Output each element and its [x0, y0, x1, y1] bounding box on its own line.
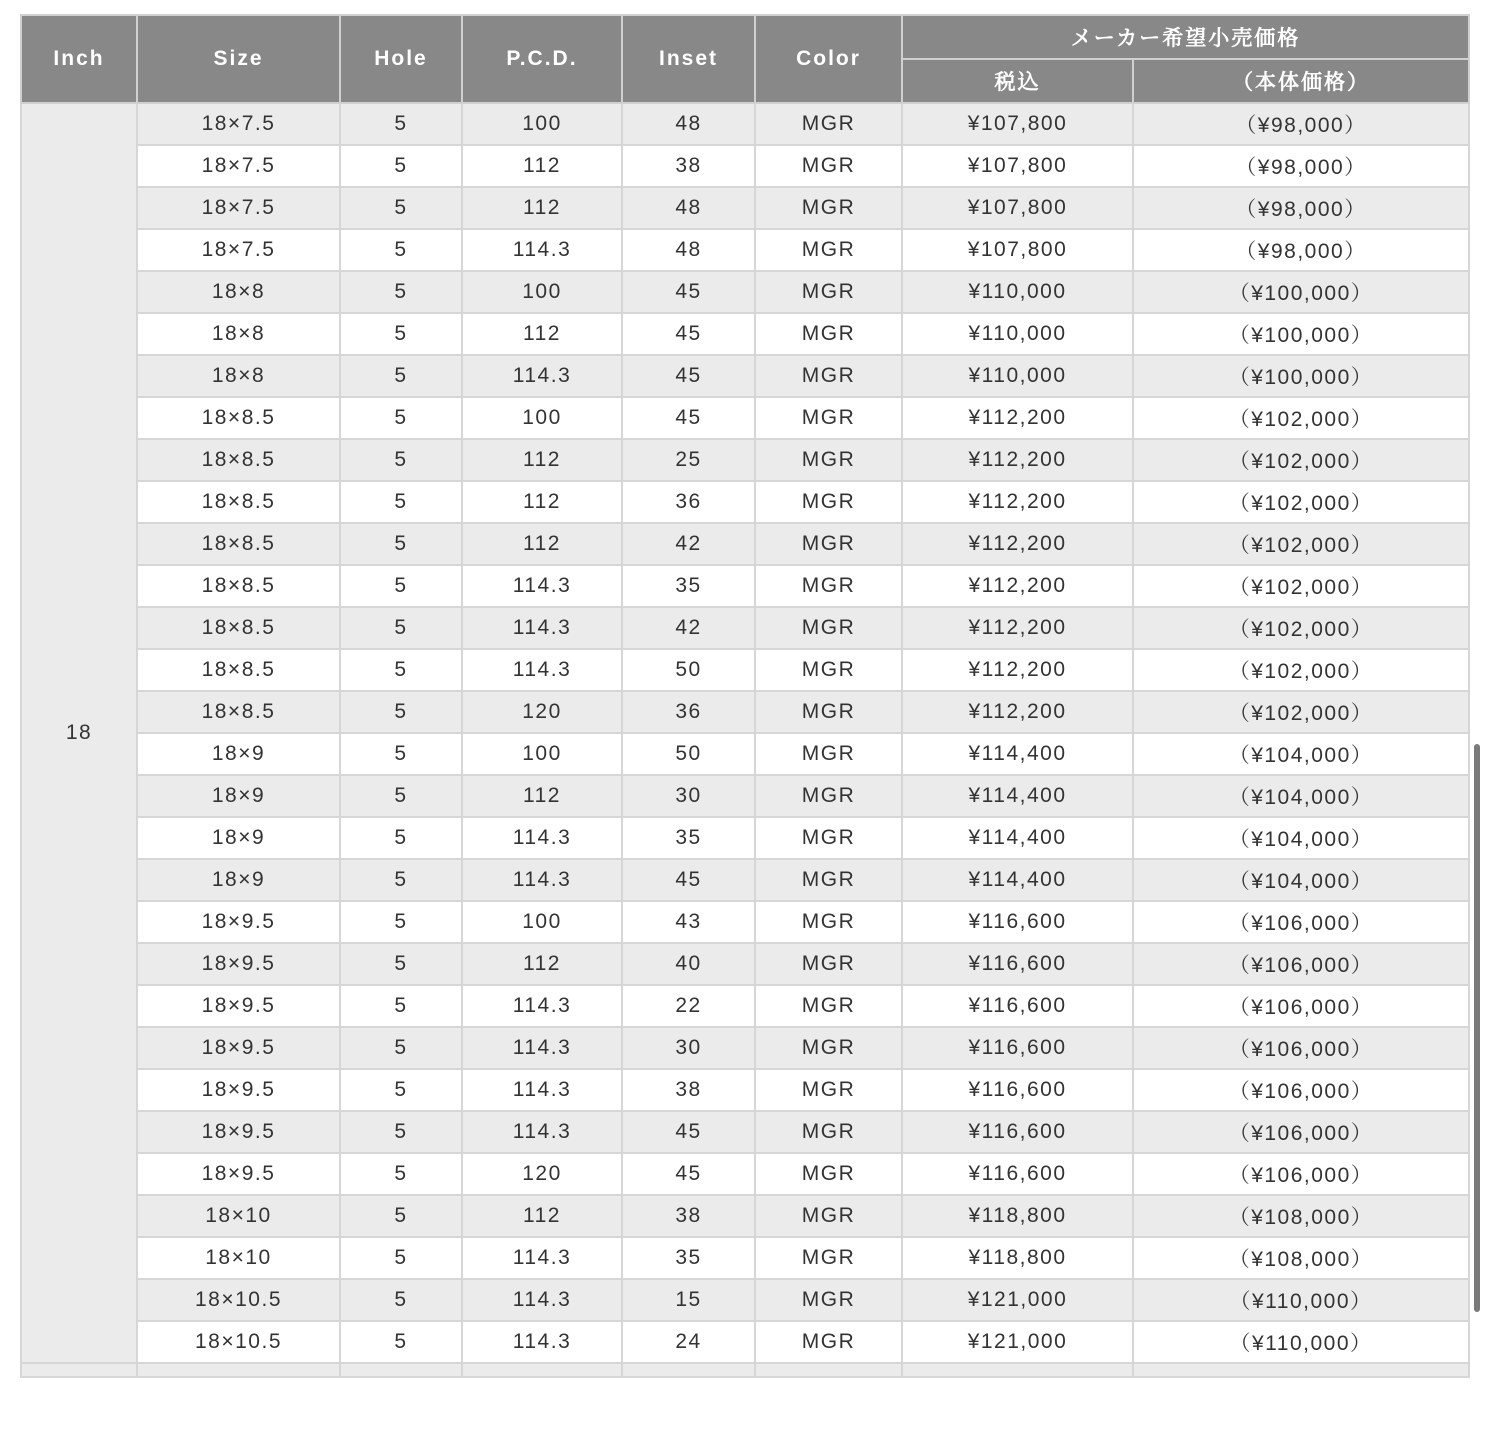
table-row: [21, 775, 1469, 817]
price-tax-included-cell: ¥116,600: [902, 985, 1133, 1027]
size-cell: 18×8.5: [137, 523, 340, 565]
table-row: [21, 1111, 1469, 1153]
hole-cell: 5: [340, 943, 462, 985]
pcd-cell: 114.3: [462, 1279, 622, 1321]
header-size: Size: [137, 15, 340, 103]
hole-cell: 5: [340, 145, 462, 187]
inset-cell: 36: [622, 691, 755, 733]
pcd-cell: 112: [462, 481, 622, 523]
price-tax-included-cell: ¥114,400: [902, 733, 1133, 775]
table-row: [21, 943, 1469, 985]
pcd-cell: 114.3: [462, 649, 622, 691]
base-price-cell: （¥102,000）: [1133, 565, 1469, 607]
color-cell: MGR: [755, 1321, 902, 1363]
hole-cell: 5: [340, 733, 462, 775]
pcd-cell: 114.3: [462, 1237, 622, 1279]
inset-cell: 22: [622, 985, 755, 1027]
table-cell-partial: [1133, 1363, 1469, 1377]
color-cell: MGR: [755, 313, 902, 355]
size-cell: 18×9.5: [137, 985, 340, 1027]
color-cell: MGR: [755, 565, 902, 607]
size-cell: 18×8.5: [137, 481, 340, 523]
pcd-cell: 112: [462, 187, 622, 229]
color-cell: MGR: [755, 229, 902, 271]
inset-cell: 50: [622, 733, 755, 775]
base-price-cell: （¥104,000）: [1133, 775, 1469, 817]
table-row: [21, 397, 1469, 439]
size-cell: 18×8: [137, 313, 340, 355]
table-row: [21, 1153, 1469, 1195]
table-row: [21, 607, 1469, 649]
table-row: [21, 649, 1469, 691]
base-price-cell: （¥98,000）: [1133, 103, 1469, 145]
base-price-cell: （¥98,000）: [1133, 145, 1469, 187]
table-row: [21, 1069, 1469, 1111]
table-cell-partial: [340, 1363, 462, 1377]
base-price-cell: （¥106,000）: [1133, 1069, 1469, 1111]
color-cell: MGR: [755, 355, 902, 397]
inset-cell: 45: [622, 355, 755, 397]
header-price-group: メーカー希望小売価格: [902, 15, 1469, 59]
hole-cell: 5: [340, 1237, 462, 1279]
size-cell: 18×8: [137, 355, 340, 397]
price-tax-included-cell: ¥116,600: [902, 1153, 1133, 1195]
base-price-cell: （¥98,000）: [1133, 187, 1469, 229]
price-tax-included-cell: ¥114,400: [902, 859, 1133, 901]
hole-cell: 5: [340, 397, 462, 439]
inset-cell: 45: [622, 397, 755, 439]
header-inset: Inset: [622, 15, 755, 103]
pcd-cell: 114.3: [462, 1027, 622, 1069]
size-cell: 18×9.5: [137, 1027, 340, 1069]
pcd-cell: 112: [462, 145, 622, 187]
hole-cell: 5: [340, 229, 462, 271]
table-row: [21, 187, 1469, 229]
header-base-price: （本体価格）: [1133, 59, 1469, 103]
price-tax-included-cell: ¥118,800: [902, 1237, 1133, 1279]
hole-cell: 5: [340, 901, 462, 943]
inset-cell: 40: [622, 943, 755, 985]
inset-cell: 45: [622, 1153, 755, 1195]
hole-cell: 5: [340, 1111, 462, 1153]
size-cell: 18×8.5: [137, 565, 340, 607]
table-header: [21, 15, 1469, 103]
size-cell: 18×9.5: [137, 943, 340, 985]
table-row: [21, 439, 1469, 481]
color-cell: MGR: [755, 943, 902, 985]
color-cell: MGR: [755, 901, 902, 943]
pcd-cell: 120: [462, 691, 622, 733]
price-tax-included-cell: ¥116,600: [902, 943, 1133, 985]
color-cell: MGR: [755, 1237, 902, 1279]
size-cell: 18×7.5: [137, 145, 340, 187]
table-row: [21, 817, 1469, 859]
hole-cell: 5: [340, 565, 462, 607]
hole-cell: 5: [340, 271, 462, 313]
spec-table-container: [20, 14, 1468, 1378]
inset-cell: 42: [622, 523, 755, 565]
inset-cell: 45: [622, 1111, 755, 1153]
base-price-cell: （¥106,000）: [1133, 985, 1469, 1027]
hole-cell: 5: [340, 985, 462, 1027]
color-cell: MGR: [755, 481, 902, 523]
base-price-cell: （¥100,000）: [1133, 313, 1469, 355]
color-cell: MGR: [755, 1111, 902, 1153]
pcd-cell: 114.3: [462, 859, 622, 901]
price-tax-included-cell: ¥112,200: [902, 691, 1133, 733]
inch-cell: 18: [21, 103, 137, 1363]
pcd-cell: 100: [462, 271, 622, 313]
inset-cell: 48: [622, 187, 755, 229]
color-cell: MGR: [755, 271, 902, 313]
size-cell: 18×8.5: [137, 397, 340, 439]
size-cell: 18×9: [137, 775, 340, 817]
hole-cell: 5: [340, 1153, 462, 1195]
base-price-cell: （¥102,000）: [1133, 691, 1469, 733]
color-cell: MGR: [755, 145, 902, 187]
price-tax-included-cell: ¥116,600: [902, 901, 1133, 943]
pcd-cell: 112: [462, 439, 622, 481]
base-price-cell: （¥104,000）: [1133, 859, 1469, 901]
table-row: [21, 523, 1469, 565]
hole-cell: 5: [340, 775, 462, 817]
hole-cell: 5: [340, 1027, 462, 1069]
table-row: [21, 901, 1469, 943]
table-row: [21, 481, 1469, 523]
base-price-cell: （¥110,000）: [1133, 1279, 1469, 1321]
size-cell: 18×10: [137, 1237, 340, 1279]
inset-cell: 15: [622, 1279, 755, 1321]
price-tax-included-cell: ¥112,200: [902, 481, 1133, 523]
vertical-scrollbar[interactable]: [1474, 744, 1480, 1312]
price-tax-included-cell: ¥116,600: [902, 1111, 1133, 1153]
size-cell: 18×8.5: [137, 691, 340, 733]
price-tax-included-cell: ¥118,800: [902, 1195, 1133, 1237]
inset-cell: 38: [622, 145, 755, 187]
pcd-cell: 112: [462, 943, 622, 985]
base-price-cell: （¥102,000）: [1133, 523, 1469, 565]
hole-cell: 5: [340, 607, 462, 649]
table-row: [21, 229, 1469, 271]
size-cell: 18×9: [137, 733, 340, 775]
base-price-cell: （¥100,000）: [1133, 271, 1469, 313]
hole-cell: 5: [340, 1321, 462, 1363]
pcd-cell: 100: [462, 901, 622, 943]
table-row: [21, 1195, 1469, 1237]
base-price-cell: （¥100,000）: [1133, 355, 1469, 397]
hole-cell: 5: [340, 481, 462, 523]
base-price-cell: （¥102,000）: [1133, 397, 1469, 439]
size-cell: 18×9: [137, 859, 340, 901]
table-row: [21, 103, 1469, 145]
color-cell: MGR: [755, 859, 902, 901]
base-price-cell: （¥102,000）: [1133, 607, 1469, 649]
price-tax-included-cell: ¥107,800: [902, 103, 1133, 145]
price-tax-included-cell: ¥114,400: [902, 817, 1133, 859]
table-cell-partial: [622, 1363, 755, 1377]
pcd-cell: 114.3: [462, 817, 622, 859]
size-cell: 18×8: [137, 271, 340, 313]
size-cell: 18×9.5: [137, 1069, 340, 1111]
table-cell-partial: [137, 1363, 340, 1377]
table-row: [21, 691, 1469, 733]
hole-cell: 5: [340, 649, 462, 691]
table-row: [21, 1321, 1469, 1363]
base-price-cell: （¥106,000）: [1133, 1111, 1469, 1153]
hole-cell: 5: [340, 691, 462, 733]
pcd-cell: 112: [462, 1195, 622, 1237]
base-price-cell: （¥106,000）: [1133, 943, 1469, 985]
color-cell: MGR: [755, 817, 902, 859]
inset-cell: 48: [622, 229, 755, 271]
header-tax-included: 税込: [902, 59, 1133, 103]
header-pcd: P.C.D.: [462, 15, 622, 103]
price-tax-included-cell: ¥110,000: [902, 271, 1133, 313]
pcd-cell: 112: [462, 775, 622, 817]
base-price-cell: （¥104,000）: [1133, 817, 1469, 859]
inset-cell: 45: [622, 859, 755, 901]
table-row: [21, 859, 1469, 901]
price-tax-included-cell: ¥112,200: [902, 397, 1133, 439]
price-tax-included-cell: ¥116,600: [902, 1069, 1133, 1111]
pcd-cell: 114.3: [462, 607, 622, 649]
price-tax-included-cell: ¥107,800: [902, 187, 1133, 229]
price-tax-included-cell: ¥112,200: [902, 565, 1133, 607]
color-cell: MGR: [755, 1195, 902, 1237]
size-cell: 18×10.5: [137, 1279, 340, 1321]
color-cell: MGR: [755, 733, 902, 775]
pcd-cell: 100: [462, 397, 622, 439]
color-cell: MGR: [755, 775, 902, 817]
size-cell: 18×9: [137, 817, 340, 859]
color-cell: MGR: [755, 649, 902, 691]
price-tax-included-cell: ¥112,200: [902, 607, 1133, 649]
inset-cell: 35: [622, 1237, 755, 1279]
table-row: [21, 1027, 1469, 1069]
table-row: [21, 1279, 1469, 1321]
base-price-cell: （¥102,000）: [1133, 481, 1469, 523]
color-cell: MGR: [755, 103, 902, 145]
inset-cell: 38: [622, 1195, 755, 1237]
pcd-cell: 114.3: [462, 355, 622, 397]
color-cell: MGR: [755, 607, 902, 649]
hole-cell: 5: [340, 187, 462, 229]
inset-cell: 43: [622, 901, 755, 943]
header-color: Color: [755, 15, 902, 103]
table-row: [21, 985, 1469, 1027]
color-cell: MGR: [755, 1027, 902, 1069]
table-cell-partial: [902, 1363, 1133, 1377]
hole-cell: 5: [340, 1195, 462, 1237]
base-price-cell: （¥106,000）: [1133, 901, 1469, 943]
size-cell: 18×9.5: [137, 1153, 340, 1195]
hole-cell: 5: [340, 355, 462, 397]
hole-cell: 5: [340, 1279, 462, 1321]
table-row: [21, 145, 1469, 187]
price-tax-included-cell: ¥107,800: [902, 229, 1133, 271]
price-tax-included-cell: ¥121,000: [902, 1321, 1133, 1363]
base-price-cell: （¥106,000）: [1133, 1153, 1469, 1195]
pcd-cell: 114.3: [462, 229, 622, 271]
inset-cell: 45: [622, 271, 755, 313]
hole-cell: 5: [340, 817, 462, 859]
size-cell: 18×8.5: [137, 439, 340, 481]
base-price-cell: （¥106,000）: [1133, 1027, 1469, 1069]
table-row: [21, 271, 1469, 313]
color-cell: MGR: [755, 1069, 902, 1111]
hole-cell: 5: [340, 313, 462, 355]
table-row: [21, 355, 1469, 397]
color-cell: MGR: [755, 1279, 902, 1321]
inset-cell: 25: [622, 439, 755, 481]
table-cell-partial: [462, 1363, 622, 1377]
color-cell: MGR: [755, 691, 902, 733]
price-tax-included-cell: ¥110,000: [902, 355, 1133, 397]
table-row: [21, 565, 1469, 607]
pcd-cell: 114.3: [462, 565, 622, 607]
size-cell: 18×7.5: [137, 103, 340, 145]
table-body: [21, 103, 1469, 1377]
inset-cell: 50: [622, 649, 755, 691]
color-cell: MGR: [755, 985, 902, 1027]
pcd-cell: 112: [462, 523, 622, 565]
base-price-cell: （¥102,000）: [1133, 649, 1469, 691]
color-cell: MGR: [755, 187, 902, 229]
pcd-cell: 100: [462, 103, 622, 145]
inset-cell: 42: [622, 607, 755, 649]
size-cell: 18×8.5: [137, 649, 340, 691]
inset-cell: 48: [622, 103, 755, 145]
price-tax-included-cell: ¥121,000: [902, 1279, 1133, 1321]
base-price-cell: （¥102,000）: [1133, 439, 1469, 481]
table-row: [21, 1237, 1469, 1279]
hole-cell: 5: [340, 439, 462, 481]
table-row: [21, 313, 1469, 355]
pcd-cell: 120: [462, 1153, 622, 1195]
price-tax-included-cell: ¥112,200: [902, 649, 1133, 691]
inset-cell: 30: [622, 1027, 755, 1069]
base-price-cell: （¥108,000）: [1133, 1195, 1469, 1237]
size-cell: 18×9.5: [137, 1111, 340, 1153]
inset-cell: 38: [622, 1069, 755, 1111]
base-price-cell: （¥104,000）: [1133, 733, 1469, 775]
hole-cell: 5: [340, 523, 462, 565]
base-price-cell: （¥108,000）: [1133, 1237, 1469, 1279]
size-cell: 18×9.5: [137, 901, 340, 943]
color-cell: MGR: [755, 397, 902, 439]
hole-cell: 5: [340, 1069, 462, 1111]
pcd-cell: 114.3: [462, 1321, 622, 1363]
price-tax-included-cell: ¥110,000: [902, 313, 1133, 355]
size-cell: 18×8.5: [137, 607, 340, 649]
size-cell: 18×10.5: [137, 1321, 340, 1363]
color-cell: MGR: [755, 439, 902, 481]
wheel-spec-table: [20, 14, 1470, 1378]
inset-cell: 35: [622, 817, 755, 859]
color-cell: MGR: [755, 1153, 902, 1195]
inset-cell: 36: [622, 481, 755, 523]
price-tax-included-cell: ¥116,600: [902, 1027, 1133, 1069]
inset-cell: 45: [622, 313, 755, 355]
table-cell-partial: [755, 1363, 902, 1377]
inset-cell: 24: [622, 1321, 755, 1363]
pcd-cell: 100: [462, 733, 622, 775]
size-cell: 18×7.5: [137, 187, 340, 229]
table-row-partial: [21, 1363, 1469, 1377]
price-tax-included-cell: ¥107,800: [902, 145, 1133, 187]
inset-cell: 35: [622, 565, 755, 607]
price-tax-included-cell: ¥112,200: [902, 523, 1133, 565]
size-cell: 18×7.5: [137, 229, 340, 271]
pcd-cell: 112: [462, 313, 622, 355]
header-hole: Hole: [340, 15, 462, 103]
pcd-cell: 114.3: [462, 985, 622, 1027]
price-tax-included-cell: ¥112,200: [902, 439, 1133, 481]
price-tax-included-cell: ¥114,400: [902, 775, 1133, 817]
hole-cell: 5: [340, 103, 462, 145]
inset-cell: 30: [622, 775, 755, 817]
base-price-cell: （¥110,000）: [1133, 1321, 1469, 1363]
base-price-cell: （¥98,000）: [1133, 229, 1469, 271]
size-cell: 18×10: [137, 1195, 340, 1237]
table-cell-partial: [21, 1363, 137, 1377]
header-inch: Inch: [21, 15, 137, 103]
pcd-cell: 114.3: [462, 1069, 622, 1111]
color-cell: MGR: [755, 523, 902, 565]
pcd-cell: 114.3: [462, 1111, 622, 1153]
hole-cell: 5: [340, 859, 462, 901]
table-row: [21, 733, 1469, 775]
